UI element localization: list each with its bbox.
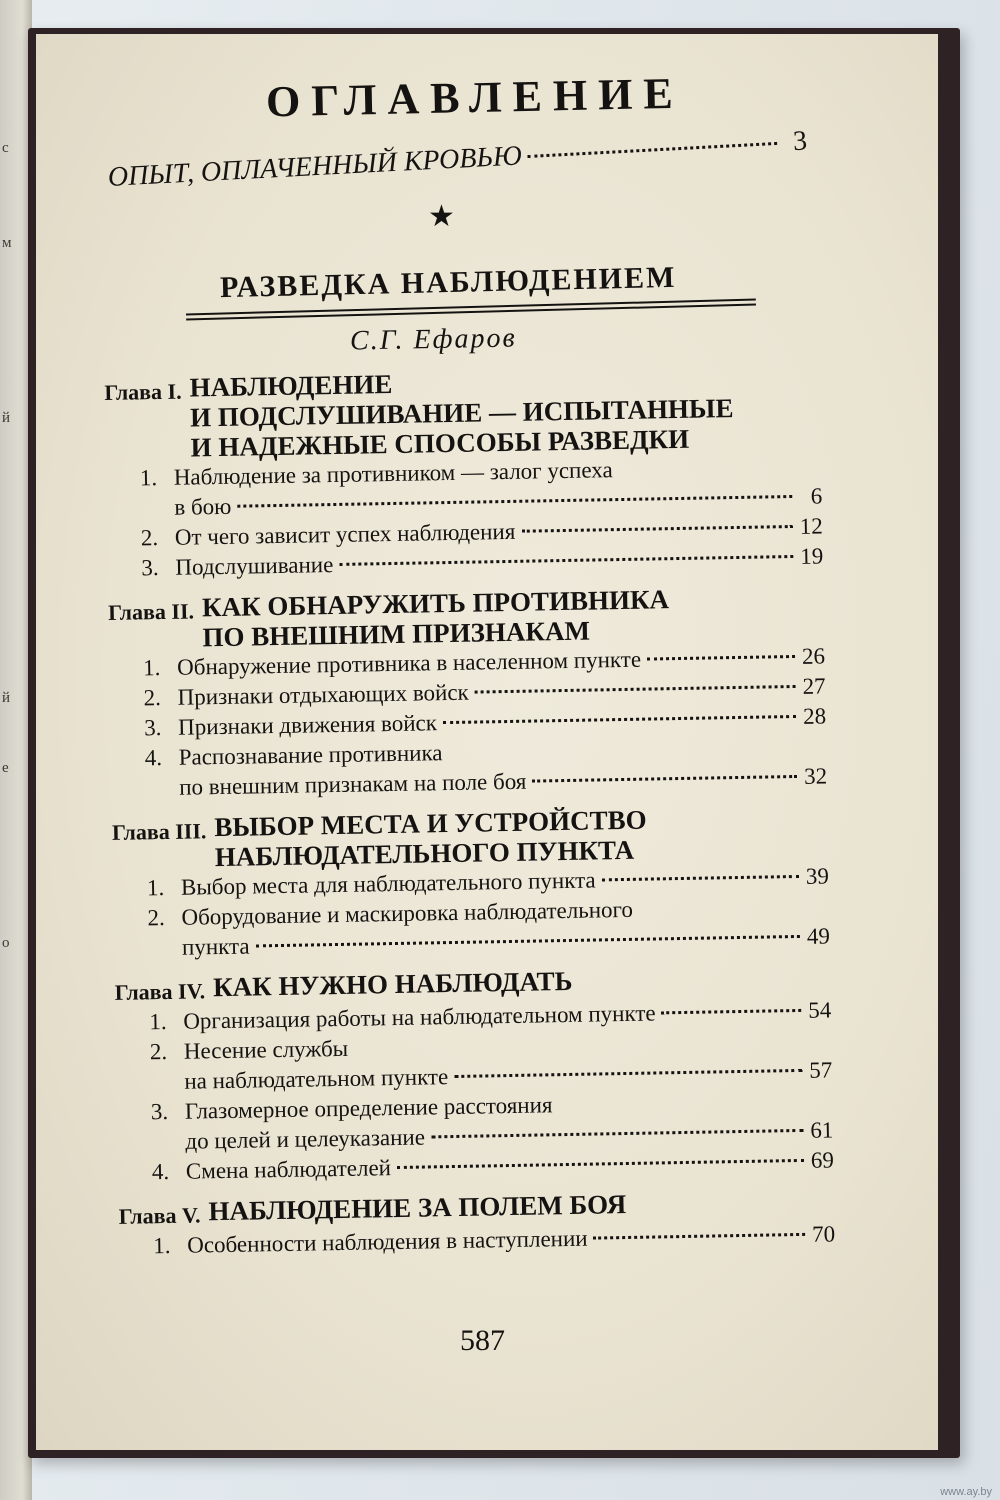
item-number: 2. [149,1039,168,1065]
chapter-label: Глава I. [104,378,182,405]
leader-dots [647,655,795,661]
leader-dots [594,1233,806,1240]
chapter-title: НАБЛЮДЕНИЕ И ПОДСЛУШИВАНИЕ — ИСПЫТАННЫЕ И НАДЕЖНЫЕ СПОСОБЫ РАЗВЕДКИ [189,368,734,463]
chapter-label: Глава V. [118,1202,201,1229]
chapter-entry [104,362,824,584]
item-page: 49 [806,923,831,949]
item-text: Особенности наблюдения в наступлении [186,1225,588,1258]
leader-dots [475,685,796,694]
item-number: 1. [139,465,158,491]
item-page: 28 [802,703,827,729]
item-text: Глазомерное определение расстояния [184,1092,553,1124]
leader-dots [532,775,797,783]
item-page: 61 [810,1117,834,1143]
item-number: 3. [150,1098,169,1125]
item-page: 19 [800,543,824,569]
item-text: Выбор места для наблюдательного пункта [180,867,596,900]
chapter-label: Глава III. [111,818,207,845]
item-page: 70 [811,1221,836,1247]
item-text: в бою [174,493,232,520]
item-text: пункта [181,933,250,960]
item-number: 3. [141,555,159,581]
item-text: От чего зависит успех наблюдения [174,518,516,550]
chapter-label: Глава II. [107,598,195,625]
item-page: 32 [803,763,828,789]
item-text: Распознавание противника [178,740,443,770]
item-page: 27 [802,673,826,699]
preface-page: 3 [792,125,808,158]
item-page: 6 [810,483,823,509]
chapter-title: КАК НУЖНО НАБЛЮДАТЬ [212,965,573,1003]
section-title: РАЗВЕДКА НАБЛЮДЕНИЕМ [219,260,677,305]
chapter-entry [118,1185,835,1261]
star-icon: ★ [428,200,455,233]
chapter-entry [114,961,834,1187]
item-text: Смена наблюдателей [185,1155,392,1184]
chapter-title: ВЫБОР МЕСТА И УСТРОЙСТВО НАБЛЮДАТЕЛЬНОГО ПУНКТА [214,804,647,873]
leader-dots [237,495,792,508]
toc-heading: ОГЛАВЛЕНИЕ [265,68,685,127]
item-number: 1. [153,1232,171,1259]
leader-dots [521,525,793,533]
item-number: 2. [143,685,162,711]
item-page: 54 [807,997,832,1023]
item-text: Подслушивание [175,552,334,580]
leader-dots [662,1009,802,1014]
preface-title: ОПЫТ, ОПЛАЧЕННЫЙ КРОВЬЮ [107,140,523,193]
item-page: 39 [805,863,830,889]
leader-dots [256,935,800,948]
item-number: 2. [140,525,159,551]
chapter-title: НАБЛЮДЕНИЕ ЗА ПОЛЕМ БОЯ [208,1189,627,1227]
item-text: Организация работы на наблюдательном пункте [183,1000,656,1034]
page-number: 587 [460,1324,505,1357]
preface-entry [107,125,808,194]
chapter-entry [108,581,828,803]
chapter-label: Глава IV. [114,978,206,1005]
item-number: 1. [149,1009,167,1035]
item-number: 1. [146,875,165,901]
item-text: Признаки отдыхающих войск [177,679,469,710]
item-page: 69 [810,1147,835,1173]
item-page: 26 [801,643,826,669]
item-text: Признаки движения войск [177,710,438,740]
item-number: 2. [147,905,165,931]
item-number: 3. [143,715,162,741]
leader-dots [454,1069,802,1078]
item-text: на наблюдательном пункте [184,1064,449,1094]
item-text: до целей и целеуказание [185,1124,426,1154]
toc-item [113,891,830,963]
item-page: 12 [799,513,823,539]
item-text: Оборудование и маскировка наблюдательного [181,896,634,930]
toc-item [110,731,827,803]
item-text: по внешним признакам на поле боя [179,768,527,800]
item-number: 4. [144,745,163,771]
leader-dots [602,875,799,881]
item-text: Наблюдение за противником — залог успеха [173,457,613,490]
chapter-title: КАК ОБНАРУЖИТЬ ПРОТИВНИКА ПО ВНЕШНИМ ПРИЗНАКАМ [201,584,670,653]
item-text: Несение службы [183,1035,349,1064]
facing-page-edge: с м й й е о [0,0,32,1500]
book-page [36,34,938,1450]
item-page: 57 [809,1057,833,1083]
item-number: 4. [151,1158,170,1185]
leader-dots [528,142,777,158]
chapter-heading [104,362,821,464]
item-number: 1. [142,655,161,681]
section-author: С.Г. Ефаров [349,322,517,357]
leader-dots [397,1159,804,1169]
chapter-entry [112,801,831,963]
toc-list [104,362,836,1272]
watermark: www.ay.by [940,1486,992,1498]
leader-dots [431,1129,803,1138]
leader-dots [339,555,793,566]
leader-dots [443,715,796,724]
item-text: Обнаружение противника в населенном пункте [176,646,642,680]
